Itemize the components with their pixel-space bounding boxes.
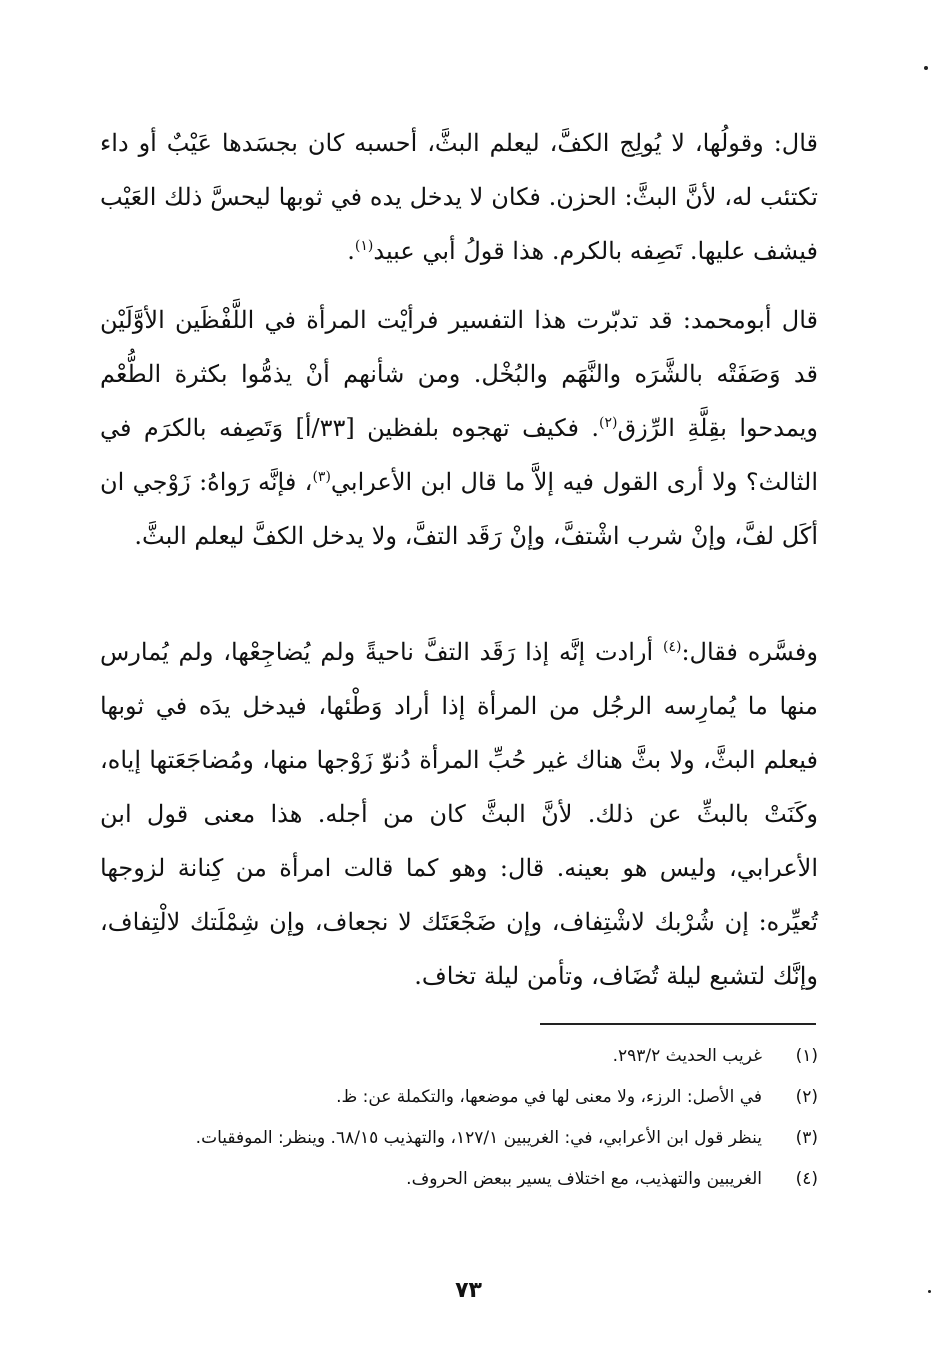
paragraph-1 — [100, 116, 818, 278]
scan-speck — [924, 66, 928, 70]
footnote-separator — [540, 1023, 816, 1025]
page-number: ٧٣ — [455, 1278, 482, 1303]
paragraph-3 — [100, 625, 818, 1003]
footnote-text: غريب الحديث ٢٩٣/٢. — [612, 1046, 762, 1066]
footnote-4 — [112, 1163, 818, 1195]
footnote-ref-1: (١) — [354, 238, 374, 254]
footnote-text: ينظر قول ابن الأعرابي، في: الغريبين ١٢٧/١، والتهذيب ٦٨/١٥. وينظر: الموفقيات. — [195, 1128, 762, 1148]
paragraph-1-text: قال: وقولُها، لا يُولِج الكفَّ، ليعلم البثَّ، أحسبه كان بجسَدها عَيْبٌ أو داء تكتئب له، لأنَّ البثَّ: الحزن. فكان لا يدخل يده في ثوبها ليحسَّ ذلك العَيْب فيشف عليها. تَصِفه بالكرم. هذا قولُ أبي عبيد — [100, 129, 818, 265]
scan-speck — [928, 1290, 931, 1293]
paragraph-2-text-b: . فكيف تهجوه بلفظين [٣٣/أ] وَتَصِفه بالكرَم في الثالث؟ ولا أرى القول فيه إلاَّ ما قال ابن الأعرابي — [100, 414, 818, 496]
footnote-text: في الأصل: الرزء، ولا معنى لها في موضعها، والتكملة عن: ظ. — [336, 1087, 762, 1107]
footnote-3 — [112, 1122, 818, 1154]
footnote-number: (١) — [795, 1046, 818, 1066]
paragraph-2 — [100, 293, 818, 563]
footnote-ref-4: (٤) — [662, 639, 682, 655]
footnotes-list — [112, 1040, 818, 1204]
paragraph-3-text-b: أرادت إنَّه إذا رَقَد التفَّ ناحيةً ولم يُضاجِعْها، ولم يُمارس منها ما يُمارِسه الرجُل من المرأة إذا أراد وَطْئها، فيدخل يدَه في ثوبها فيعلم البثَّ، ولا بثَّ هناك غير حُبِّ المرأة دُنوّ زَوْجها منها، ومُضاجَعَتها إياه، وكَنَتْ بالبثِّ عن ذلك. لأنَّ البثَّ كان من أجله. هذا معنى قول ابن الأعرابي، وليس هو بعينه. قال: وهو كما قالت امرأة من كِنانة لزوجها تُعيِّره: إن شُرْبك لاشْتِفاف، وإن ضَجْعَتَك لا نجعاف، وإن شِمْلَتك لالْتِفاف، وإنَّك لتشبع ليلة تُضَاف، وتأمن ليلة تخاف. — [100, 638, 818, 990]
paragraph-1-end: . — [347, 237, 355, 265]
footnote-2 — [112, 1081, 818, 1113]
footnote-1 — [112, 1040, 818, 1072]
paragraph-2-text-a: قال أبومحمد: قد تدبّرت هذا التفسير فرأيْت المرأة في اللَّفْظَين الأوَّلَيْن قد وَصَفَتْه بالشَّرَه والنَّهَم والبُخْل. ومن شأنهم أنْ يذمُّوا بكثرة الطُّعْم ويمدحوا بقِلَّةِ الرِّزق — [100, 306, 819, 442]
footnote-number: (٢) — [795, 1087, 818, 1107]
footnote-text: الغريبين والتهذيب، مع اختلاف يسير ببعض الحروف. — [406, 1169, 762, 1189]
paragraph-3-text-a: وفسَّره فقال: — [681, 638, 818, 666]
footnote-number: (٣) — [795, 1128, 818, 1148]
paragraph-2-text-c: ، فإنَّه رَواهُ: زَوْجي ان أكَل لفَّ، وإنْ شرب اشْتفَّ، وإنْ رَقَد التفَّ، ولا يدخل الكفَّ ليعلم البثَّ. — [100, 468, 818, 550]
footnote-ref-3: (٣) — [312, 469, 331, 485]
footnote-ref-2: (٢) — [599, 415, 618, 431]
footnote-number: (٤) — [795, 1169, 818, 1189]
